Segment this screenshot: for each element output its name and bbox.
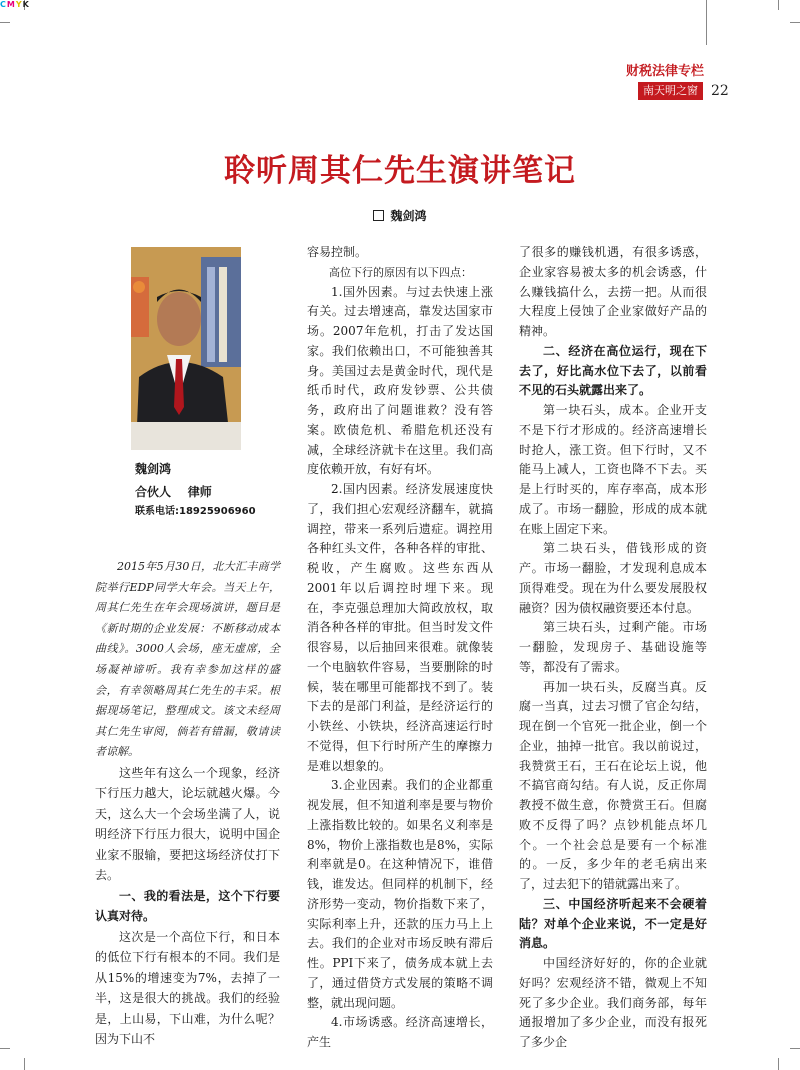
author-name: 魏剑鸿: [390, 209, 427, 223]
square-bullet-icon: [373, 210, 384, 221]
body-paragraph: 中国经济好好的，你的企业就好吗？宏观经济不错，微观上不知死了多少企业。我们商务部，每年通报增加了多少企业，而没有报死了多少企: [519, 956, 707, 1049]
section-heading-3: 三、中国经济听起来不会硬着陆？对单个企业来说，不一定是好消息。: [519, 896, 707, 951]
body-paragraph: 4.市场诱惑。经济高速增长，产生: [307, 1015, 493, 1049]
section-title: 财税法律专栏: [625, 64, 704, 79]
body-paragraph: 第一块石头，成本。企业开支不是下行才形成的。经济高速增长时抢人，涨工资。但下行时，又不能马上减人，工资也降不下去。买是上行时买的，库存率高，成本形成了。市场一翻脸，形成的成本就在账上固定下来。: [519, 403, 707, 536]
column-label: 南天明之窗: [638, 82, 703, 100]
crop-mark: [778, 0, 779, 10]
body-paragraph: 这些年有这么一个现象，经济下行压力越大，论坛就越火爆。今天，这么大一个会场坐满了人，说明经济下行压力很大，说明中国企业家不服输，要把这场经济仗打下去。: [95, 765, 280, 883]
author-photo: [131, 247, 241, 450]
body-paragraph: 容易控制。: [307, 245, 368, 259]
profile-role: 合伙人 律师: [135, 485, 212, 499]
crop-mark: [24, 1058, 25, 1070]
crop-mark: [706, 0, 707, 45]
body-paragraph: 这次是一个高位下行，和日本的低位下行有根本的不同。我们是从15%的增速变为7%，去掉了一半，这是很大的挑战。我们的经验是，上山易，下山难，为什么呢？因为下山不: [95, 929, 280, 1047]
crop-mark: [0, 22, 10, 23]
body-paragraph: 2.国内因素。经济发展速度快了，我们担心宏观经济翻车，就搞调控，带来一系列后遗症。调控用各种红头文件，各种各样的审批、税收，产生腐败。这些东西从2001年以后调控时埋下来。现在，李克强总理加大简政放权，取消各种各样的审批。但当时发文件很容易，以后抽回来很难。就像装一个电脑软件容易，当要删除的时候，装在哪里可能都找不到了。装下去的是部门利益，是经济运行的小铁丝、小铁块，经济高速运行时不觉得，但下行时所产生的摩擦力是难以想象的。: [307, 482, 493, 773]
cmyk-color-bar: CMYK: [0, 0, 30, 9]
column-1: [95, 557, 280, 1050]
section-heading-2: 二、经济在高位运行，现在下去了，好比高水位下去了，以前看不见的石头就露出来了。: [519, 343, 707, 398]
crop-mark: [790, 22, 800, 23]
body-paragraph: 第三块石头，过剩产能。市场一翻脸，发现房子、基础设施等等，都没有了需求。: [519, 620, 707, 674]
intro-paragraph: 2015年5月30日，北大汇丰商学院举行EDP同学大年会。当天上午，周其仁先生在年会现场演讲，题目是《新时期的企业发展：不断移动成本曲线》。3000人会场，座无虚席，全场凝神谛听。我有幸参加这样的盛会，有幸领略周其仁先生的丰采。根据现场笔记，整理成文。该文未经周其仁先生审阅，倘若有错漏，敬请读者谅解。: [95, 560, 280, 759]
section-heading-1: 一、我的看法是，这个下行要认真对待。: [95, 888, 280, 924]
page-number: 22: [711, 83, 729, 99]
column-3: [519, 243, 707, 1053]
body-paragraph: 3.企业因素。我们的企业都重视发展，但不知道利率是要与物价上涨指数比较的。如果名义利率是8%，物价上涨指数也是8%，实际利率就是0。在这种情况下，谁借钱，谁发达。但同样的机制下，经济形势一变动，物价指数下来了，实际利率上升，还款的压力马上上去。我们的企业对市场反映有滞后性。PPI下来了，债务成本就上去了，通过借贷方式发展的策略不调整，就出现问题。: [307, 778, 493, 1010]
body-paragraph: 再加一块石头，反腐当真。反腐一当真，过去习惯了官企勾结，现在倒一个官死一批企业，倒一个企业，抽掉一批官。我以前说过，我赞赏王石，王石在论坛上说，他不搞官商勾结。有人说，反正你周教授不做生意，你赞赏王石。但腐败不反得了吗？点钞机能点坏几个。一个社会总是要有一个标准的。一反，多少年的老毛病出来了，过去犯下的错就露出来了。: [519, 679, 707, 891]
article-title: 聆听周其仁先生演讲笔记: [224, 153, 576, 189]
portrait-image: [131, 247, 241, 450]
column-2: [307, 243, 493, 1053]
crop-mark: [778, 1058, 779, 1070]
byline: [0, 207, 800, 224]
body-paragraph: 1.国外因素。与过去快速上涨有关。过去增速高，靠发达国家市场。2007年危机，打击了发达国家。我们依赖出口，不可能独善其身。美国过去是黄金时代，现代是纸币时代，政府发钞票、公共债务，政府出了问题谁救？没有答案。欧债危机、希腊危机还没有减，全球经济就卡在这里。我们高度依赖开放，有好有坏。: [307, 284, 493, 477]
profile-phone: 联系电话:18925906960: [135, 506, 256, 517]
crop-mark: [790, 1048, 800, 1049]
body-paragraph: 了很多的赚钱机遇，有很多诱惑，企业家容易被太多的机会诱惑，什么赚钱搞什么，去捞一把。从而很大程度上侵蚀了企业家做好产品的精神。: [519, 245, 707, 338]
sub-heading: 高位下行的原因有以下四点：: [329, 265, 472, 279]
body-paragraph: 第二块石头，借钱形成的资产。市场一翻脸，才发现利息成本顶得难受。现在为什么要发展股权融资？因为债权融资要还本付息。: [519, 541, 707, 615]
profile-name: 魏剑鸿: [135, 462, 172, 476]
crop-mark: [0, 1048, 10, 1049]
